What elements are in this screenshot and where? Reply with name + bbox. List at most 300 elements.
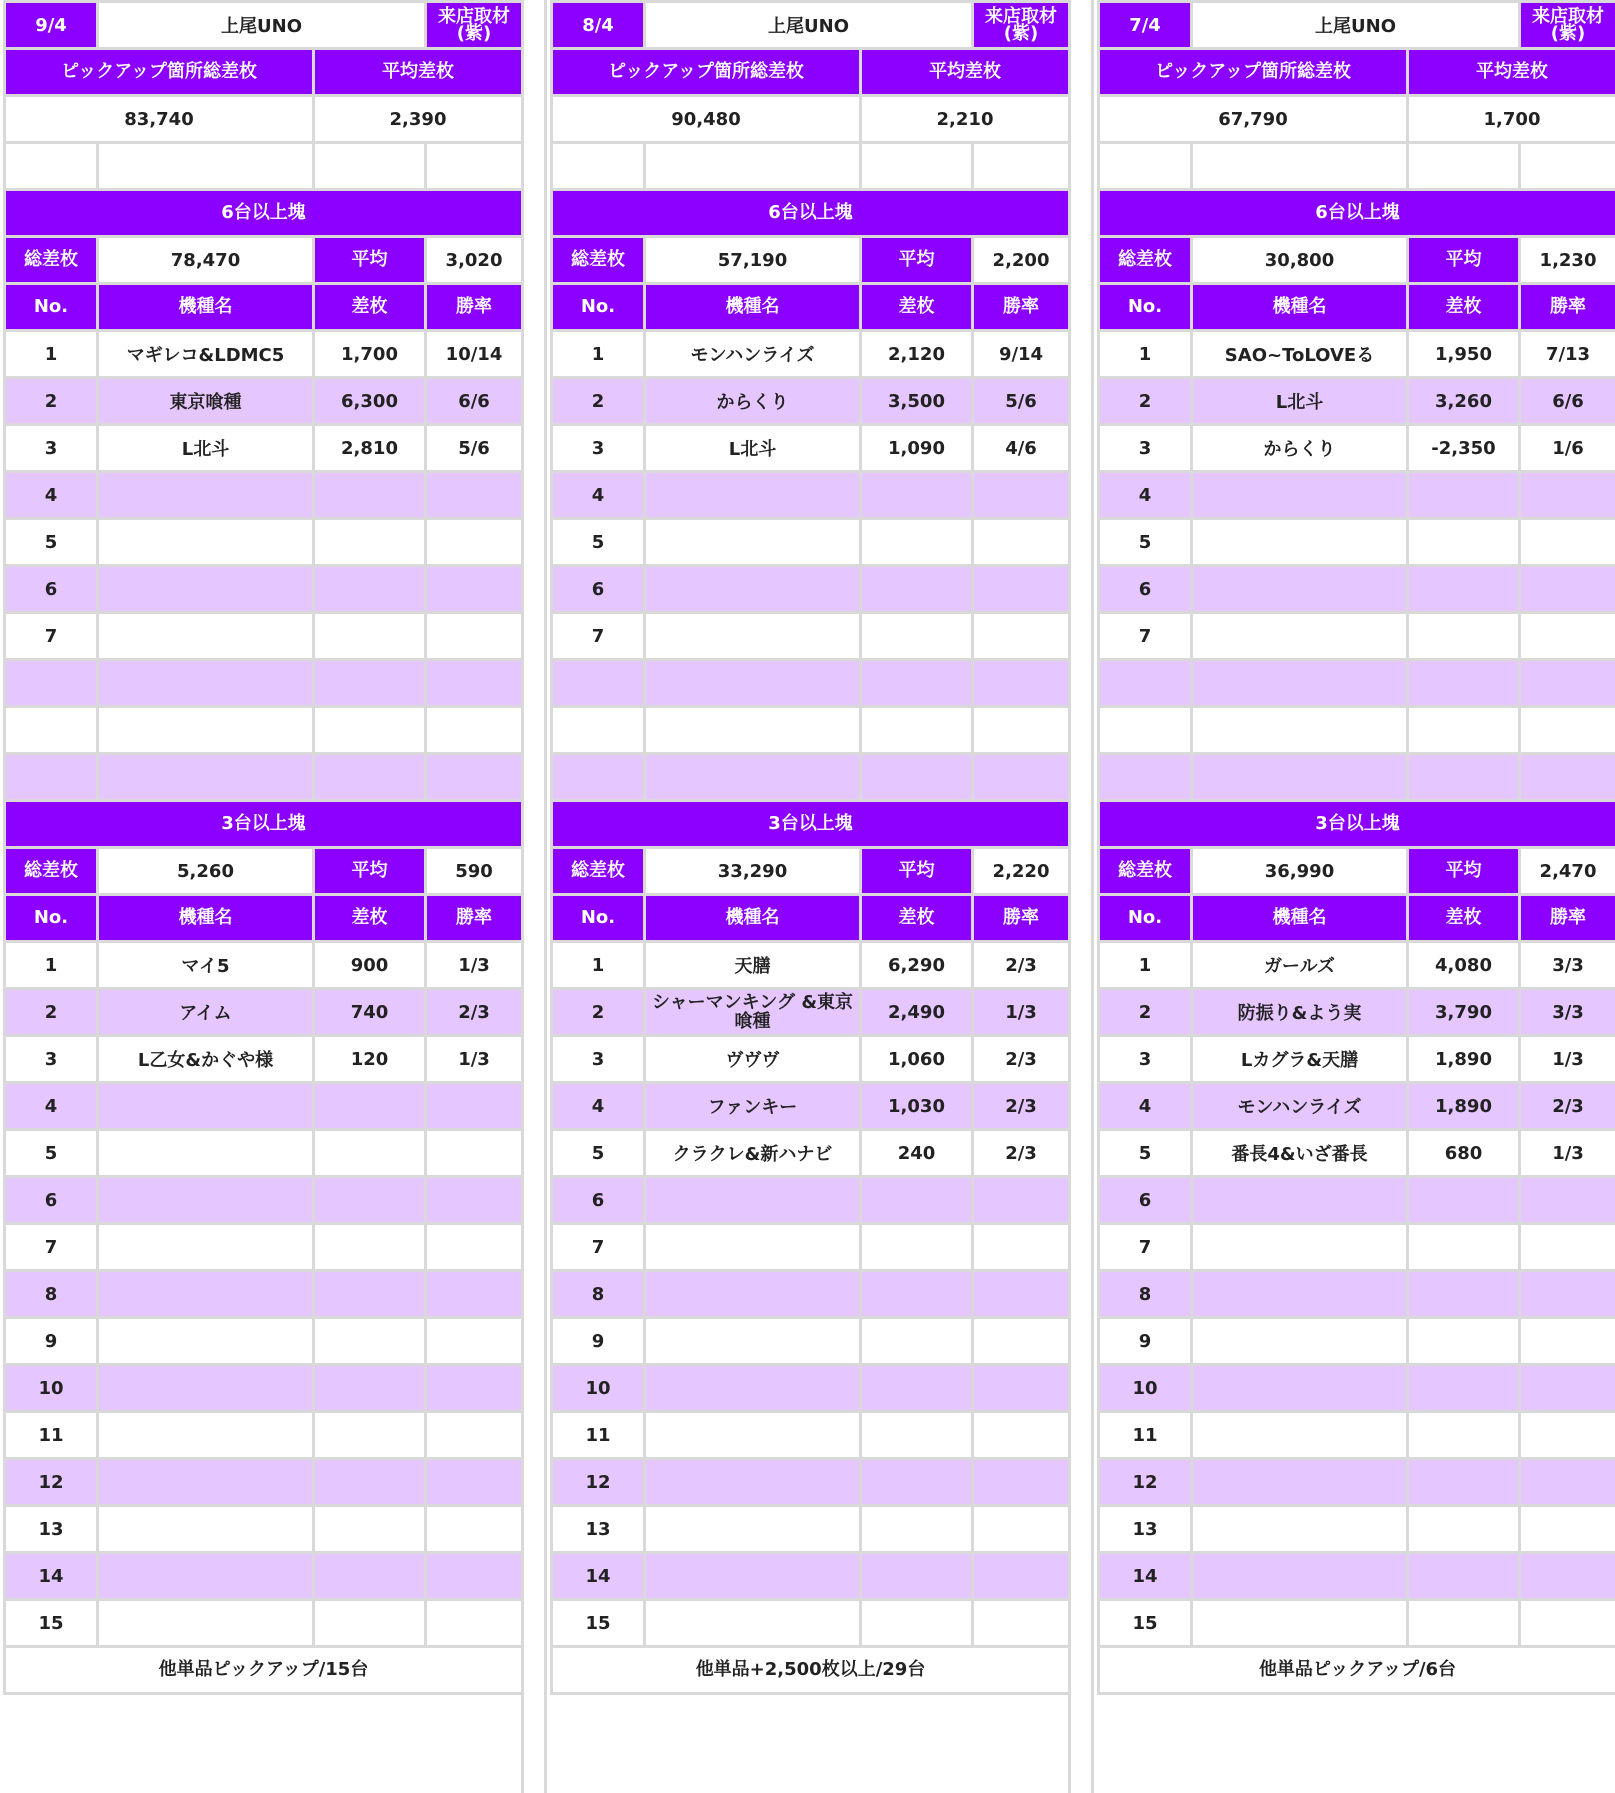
table-row: [552, 1647, 1070, 1694]
table-row: [552, 1365, 1070, 1412]
section-title: 3台以上塊: [1099, 801, 1615, 848]
row-no: 6: [552, 1177, 645, 1224]
avg-label: 平均: [314, 848, 426, 895]
pickup-total-label: ピックアップ箇所総差枚: [1099, 49, 1408, 96]
row-no: 11: [552, 1412, 645, 1459]
row-no: 3: [5, 425, 98, 472]
table-row: [552, 1177, 1070, 1224]
winrate-value: [1520, 1506, 1615, 1553]
blank-cell: [426, 143, 523, 190]
row-no: 11: [5, 1412, 98, 1459]
col-header-machine: 機種名: [645, 895, 861, 942]
table-row: [552, 1459, 1070, 1506]
machine-name: [98, 707, 314, 754]
winrate-value: 1/3: [1520, 1130, 1615, 1177]
winrate-value: [973, 1271, 1070, 1318]
winrate-value: 2/3: [973, 942, 1070, 989]
table-row: [552, 895, 1070, 942]
row-no: 13: [5, 1506, 98, 1553]
machine-name: [645, 1600, 861, 1647]
table-row: [552, 2, 1070, 49]
winrate-value: [426, 707, 523, 754]
pickup-total-value: 90,480: [552, 96, 861, 143]
diff-value: [1408, 1459, 1520, 1506]
table-row: [552, 284, 1070, 331]
diff-value: [861, 613, 973, 660]
machine-name: クラクレ&新ハナビ: [645, 1130, 861, 1177]
diff-value: [1408, 1506, 1520, 1553]
machine-name: [1192, 707, 1408, 754]
diff-value: [861, 472, 973, 519]
machine-name: [1192, 1224, 1408, 1271]
row-no: 4: [1099, 472, 1192, 519]
row-no: 3: [1099, 1036, 1192, 1083]
blank-cell: [314, 143, 426, 190]
table-row: [5, 613, 523, 660]
table-row: [5, 1318, 523, 1365]
machine-name: [98, 613, 314, 660]
total-diff-value: 78,470: [98, 237, 314, 284]
diff-value: [314, 1412, 426, 1459]
machine-name: L北斗: [98, 425, 314, 472]
table-row: [552, 707, 1070, 754]
table-row: [5, 1130, 523, 1177]
blank-cell: [1520, 143, 1615, 190]
table-row: [552, 613, 1070, 660]
winrate-value: [973, 1506, 1070, 1553]
machine-name: [1192, 1271, 1408, 1318]
store-panel: [550, 0, 1068, 1695]
col-header-diff: 差枚: [1408, 895, 1520, 942]
diff-value: [861, 566, 973, 613]
diff-value: 3,260: [1408, 378, 1520, 425]
blank-cell: [98, 143, 314, 190]
machine-name: [1192, 1459, 1408, 1506]
winrate-value: [426, 1271, 523, 1318]
diff-value: [314, 1130, 426, 1177]
row-no: 12: [5, 1459, 98, 1506]
col-header-machine: 機種名: [645, 284, 861, 331]
diff-value: 4,080: [1408, 942, 1520, 989]
row-no: 3: [552, 1036, 645, 1083]
row-no: 14: [1099, 1553, 1192, 1600]
row-no: 1: [1099, 942, 1192, 989]
winrate-value: 2/3: [973, 1130, 1070, 1177]
diff-value: [861, 1600, 973, 1647]
machine-name: [1192, 472, 1408, 519]
table-row: [5, 942, 523, 989]
machine-name: [645, 472, 861, 519]
table-row: [552, 660, 1070, 707]
row-no: 3: [1099, 425, 1192, 472]
table-row: [1099, 1553, 1615, 1600]
table-row: [1099, 848, 1615, 895]
diff-value: [1408, 472, 1520, 519]
row-no: [1099, 707, 1192, 754]
row-no: 14: [552, 1553, 645, 1600]
machine-name: [98, 566, 314, 613]
diff-value: [314, 613, 426, 660]
pickup-total-label: ピックアップ箇所総差枚: [5, 49, 314, 96]
table-row: [1099, 754, 1615, 801]
total-diff-label: 総差枚: [552, 237, 645, 284]
table-row: [552, 801, 1070, 848]
winrate-value: [973, 754, 1070, 801]
avg-value: 3,020: [426, 237, 523, 284]
total-diff-value: 57,190: [645, 237, 861, 284]
table-row: [1099, 942, 1615, 989]
winrate-value: [426, 754, 523, 801]
table-row: [552, 519, 1070, 566]
winrate-value: [426, 1600, 523, 1647]
col-header-no: No.: [552, 284, 645, 331]
table-row: [552, 566, 1070, 613]
blank-cell: [1408, 143, 1520, 190]
pickup-avg-value: 2,210: [861, 96, 1070, 143]
machine-name: [1192, 519, 1408, 566]
avg-value: 2,220: [973, 848, 1070, 895]
diff-value: [1408, 1318, 1520, 1365]
table-row: [1099, 190, 1615, 237]
table-row: [552, 49, 1070, 96]
winrate-value: 5/6: [973, 378, 1070, 425]
winrate-value: [1520, 1553, 1615, 1600]
machine-name: [1192, 1177, 1408, 1224]
table-row: [1099, 1224, 1615, 1271]
table-row: [552, 1036, 1070, 1083]
avg-label: 平均: [314, 237, 426, 284]
col-header-diff: 差枚: [861, 284, 973, 331]
diff-value: [1408, 1271, 1520, 1318]
table-row: [5, 1224, 523, 1271]
table-row: [5, 378, 523, 425]
avg-value: 2,470: [1520, 848, 1615, 895]
row-no: 7: [552, 613, 645, 660]
diff-value: [861, 1177, 973, 1224]
table-row: [1099, 237, 1615, 284]
table-row: [552, 1083, 1070, 1130]
machine-name: マギレコ&LDMC5: [98, 331, 314, 378]
diff-value: [1408, 1177, 1520, 1224]
winrate-value: [426, 566, 523, 613]
diff-value: [861, 1271, 973, 1318]
table-row: [552, 1553, 1070, 1600]
table-row: [5, 754, 523, 801]
diff-value: [861, 519, 973, 566]
row-no: 1: [5, 942, 98, 989]
table-row: [5, 143, 523, 190]
winrate-value: [426, 1130, 523, 1177]
machine-name: モンハンライズ: [1192, 1083, 1408, 1130]
row-no: [5, 754, 98, 801]
winrate-value: [973, 1318, 1070, 1365]
winrate-value: [973, 1553, 1070, 1600]
winrate-value: [973, 1600, 1070, 1647]
diff-value: [861, 707, 973, 754]
diff-value: -2,350: [1408, 425, 1520, 472]
winrate-value: [426, 1224, 523, 1271]
row-no: 8: [1099, 1271, 1192, 1318]
section-title: 6台以上塊: [5, 190, 523, 237]
total-diff-label: 総差枚: [1099, 237, 1192, 284]
machine-name: [1192, 1600, 1408, 1647]
winrate-value: [426, 1412, 523, 1459]
col-header-diff: 差枚: [314, 895, 426, 942]
machine-name: [1192, 754, 1408, 801]
diff-value: [861, 1459, 973, 1506]
diff-value: [1408, 1412, 1520, 1459]
col-header-diff: 差枚: [314, 284, 426, 331]
diff-value: [861, 1365, 973, 1412]
machine-name: L北斗: [645, 425, 861, 472]
winrate-value: [1520, 1600, 1615, 1647]
diff-value: [1408, 519, 1520, 566]
diff-value: [314, 1365, 426, 1412]
winrate-value: 1/6: [1520, 425, 1615, 472]
winrate-value: [973, 613, 1070, 660]
section-title: 3台以上塊: [552, 801, 1070, 848]
machine-name: 番長4&いざ番長: [1192, 1130, 1408, 1177]
row-no: 4: [5, 1083, 98, 1130]
diff-value: [314, 1553, 426, 1600]
diff-value: [1408, 566, 1520, 613]
row-no: 7: [1099, 613, 1192, 660]
table-row: [1099, 1365, 1615, 1412]
diff-value: 2,120: [861, 331, 973, 378]
row-no: 2: [1099, 378, 1192, 425]
table-row: [552, 942, 1070, 989]
row-no: 7: [1099, 1224, 1192, 1271]
winrate-value: [973, 1412, 1070, 1459]
row-no: 14: [5, 1553, 98, 1600]
machine-name: SAO~ToLOVEる: [1192, 331, 1408, 378]
winrate-value: 3/3: [1520, 942, 1615, 989]
table-row: [5, 848, 523, 895]
table-row: [1099, 707, 1615, 754]
diff-value: 6,300: [314, 378, 426, 425]
row-no: [552, 660, 645, 707]
machine-name: [645, 754, 861, 801]
diff-value: 2,810: [314, 425, 426, 472]
winrate-value: 3/3: [1520, 989, 1615, 1036]
machine-name: 防振り&よう実: [1192, 989, 1408, 1036]
total-diff-value: 33,290: [645, 848, 861, 895]
blank-cell: [552, 143, 645, 190]
winrate-value: [973, 660, 1070, 707]
table-row: [5, 1365, 523, 1412]
table-row: [552, 331, 1070, 378]
table-row: [5, 1177, 523, 1224]
winrate-value: [973, 1365, 1070, 1412]
row-no: 6: [1099, 566, 1192, 613]
row-no: 9: [5, 1318, 98, 1365]
table-row: [1099, 1506, 1615, 1553]
row-no: 13: [1099, 1506, 1192, 1553]
table-row: [1099, 1647, 1615, 1694]
table-row: [5, 1083, 523, 1130]
winrate-value: 2/3: [1520, 1083, 1615, 1130]
machine-name: [1192, 1412, 1408, 1459]
winrate-value: [973, 1459, 1070, 1506]
machine-name: [645, 519, 861, 566]
machine-name: [98, 1177, 314, 1224]
winrate-value: [426, 660, 523, 707]
table-row: [5, 331, 523, 378]
table-row: [1099, 284, 1615, 331]
row-no: 8: [5, 1271, 98, 1318]
diff-value: 3,500: [861, 378, 973, 425]
table-row: [1099, 566, 1615, 613]
diff-value: [1408, 1365, 1520, 1412]
section-title: 3台以上塊: [5, 801, 523, 848]
table-row: [552, 1506, 1070, 1553]
table-row: [552, 1600, 1070, 1647]
row-no: 4: [5, 472, 98, 519]
winrate-value: 1/3: [1520, 1036, 1615, 1083]
diff-value: 900: [314, 942, 426, 989]
table-row: [5, 1412, 523, 1459]
row-no: 10: [552, 1365, 645, 1412]
col-header-machine: 機種名: [1192, 895, 1408, 942]
row-no: 8: [552, 1271, 645, 1318]
blank-cell: [861, 143, 973, 190]
machine-name: [645, 1506, 861, 1553]
col-header-machine: 機種名: [1192, 284, 1408, 331]
diff-value: [314, 1318, 426, 1365]
diff-value: [314, 1506, 426, 1553]
table-row: [1099, 1412, 1615, 1459]
machine-name: [98, 1224, 314, 1271]
winrate-value: [1520, 472, 1615, 519]
pickup-avg-label: 平均差枚: [1408, 49, 1615, 96]
col-header-machine: 機種名: [98, 284, 314, 331]
machine-name: [645, 1412, 861, 1459]
table-row: [5, 1647, 523, 1694]
diff-value: [314, 754, 426, 801]
winrate-value: [973, 566, 1070, 613]
table-row: [5, 1271, 523, 1318]
diff-value: [314, 1177, 426, 1224]
table-row: [1099, 1036, 1615, 1083]
row-no: [5, 660, 98, 707]
col-header-winrate: 勝率: [426, 284, 523, 331]
machine-name: L乙女&かぐや様: [98, 1036, 314, 1083]
row-no: 9: [552, 1318, 645, 1365]
visit-label: 来店取材 (紫): [1520, 2, 1615, 49]
visit-label: 来店取材 (紫): [973, 2, 1070, 49]
blank-cell: [645, 143, 861, 190]
row-no: [5, 707, 98, 754]
machine-name: [1192, 613, 1408, 660]
diff-value: 1,060: [861, 1036, 973, 1083]
row-no: 4: [1099, 1083, 1192, 1130]
panel-footer: 他単品ピックアップ/6台: [1099, 1647, 1615, 1694]
table-row: [1099, 1130, 1615, 1177]
table-row: [1099, 1177, 1615, 1224]
winrate-value: 6/6: [426, 378, 523, 425]
machine-name: [1192, 1365, 1408, 1412]
total-diff-value: 36,990: [1192, 848, 1408, 895]
total-diff-label: 総差枚: [1099, 848, 1192, 895]
table-row: [552, 472, 1070, 519]
table-row: [1099, 519, 1615, 566]
avg-label: 平均: [1408, 848, 1520, 895]
winrate-value: [1520, 613, 1615, 660]
machine-name: [645, 1365, 861, 1412]
machine-name: L北斗: [1192, 378, 1408, 425]
row-no: [1099, 660, 1192, 707]
table-row: [1099, 660, 1615, 707]
machine-name: [645, 1224, 861, 1271]
diff-value: 3,790: [1408, 989, 1520, 1036]
row-no: 5: [5, 519, 98, 566]
winrate-value: [426, 1506, 523, 1553]
table-row: [552, 1224, 1070, 1271]
store-name: 上尾UNO: [645, 2, 973, 49]
winrate-value: 1/3: [426, 1036, 523, 1083]
machine-name: [98, 472, 314, 519]
winrate-value: 2/3: [973, 1036, 1070, 1083]
machine-name: [1192, 1553, 1408, 1600]
diff-value: [314, 566, 426, 613]
column-separator: [521, 0, 547, 1793]
machine-name: [645, 660, 861, 707]
winrate-value: [973, 472, 1070, 519]
table-row: [1099, 378, 1615, 425]
machine-name: からくり: [645, 378, 861, 425]
diff-value: 1,950: [1408, 331, 1520, 378]
winrate-value: 2/3: [426, 989, 523, 1036]
row-no: 3: [552, 425, 645, 472]
diff-value: [314, 519, 426, 566]
winrate-value: [973, 1177, 1070, 1224]
diff-value: [314, 1271, 426, 1318]
table-row: [1099, 801, 1615, 848]
diff-value: [314, 1459, 426, 1506]
diff-value: [861, 660, 973, 707]
winrate-value: [426, 1083, 523, 1130]
panel-footer: 他単品+2,500枚以上/29台: [552, 1647, 1070, 1694]
machine-name: [645, 1318, 861, 1365]
row-no: [1099, 754, 1192, 801]
winrate-value: 4/6: [973, 425, 1070, 472]
diff-value: [861, 1553, 973, 1600]
diff-value: [314, 1600, 426, 1647]
table-row: [5, 237, 523, 284]
table-row: [1099, 1271, 1615, 1318]
winrate-value: [1520, 566, 1615, 613]
machine-name: [645, 1177, 861, 1224]
table-row: [1099, 2, 1615, 49]
table-row: [1099, 49, 1615, 96]
row-no: [552, 754, 645, 801]
diff-value: 2,490: [861, 989, 973, 1036]
blank-cell: [5, 143, 98, 190]
total-diff-label: 総差枚: [5, 237, 98, 284]
row-no: 10: [5, 1365, 98, 1412]
col-header-no: No.: [552, 895, 645, 942]
diff-value: 240: [861, 1130, 973, 1177]
winrate-value: [973, 519, 1070, 566]
panel-date: 7/4: [1099, 2, 1192, 49]
row-no: 2: [552, 378, 645, 425]
table-row: [5, 472, 523, 519]
winrate-value: [426, 1177, 523, 1224]
col-header-winrate: 勝率: [1520, 895, 1615, 942]
table-row: [552, 989, 1070, 1036]
table-row: [552, 425, 1070, 472]
col-header-winrate: 勝率: [973, 895, 1070, 942]
